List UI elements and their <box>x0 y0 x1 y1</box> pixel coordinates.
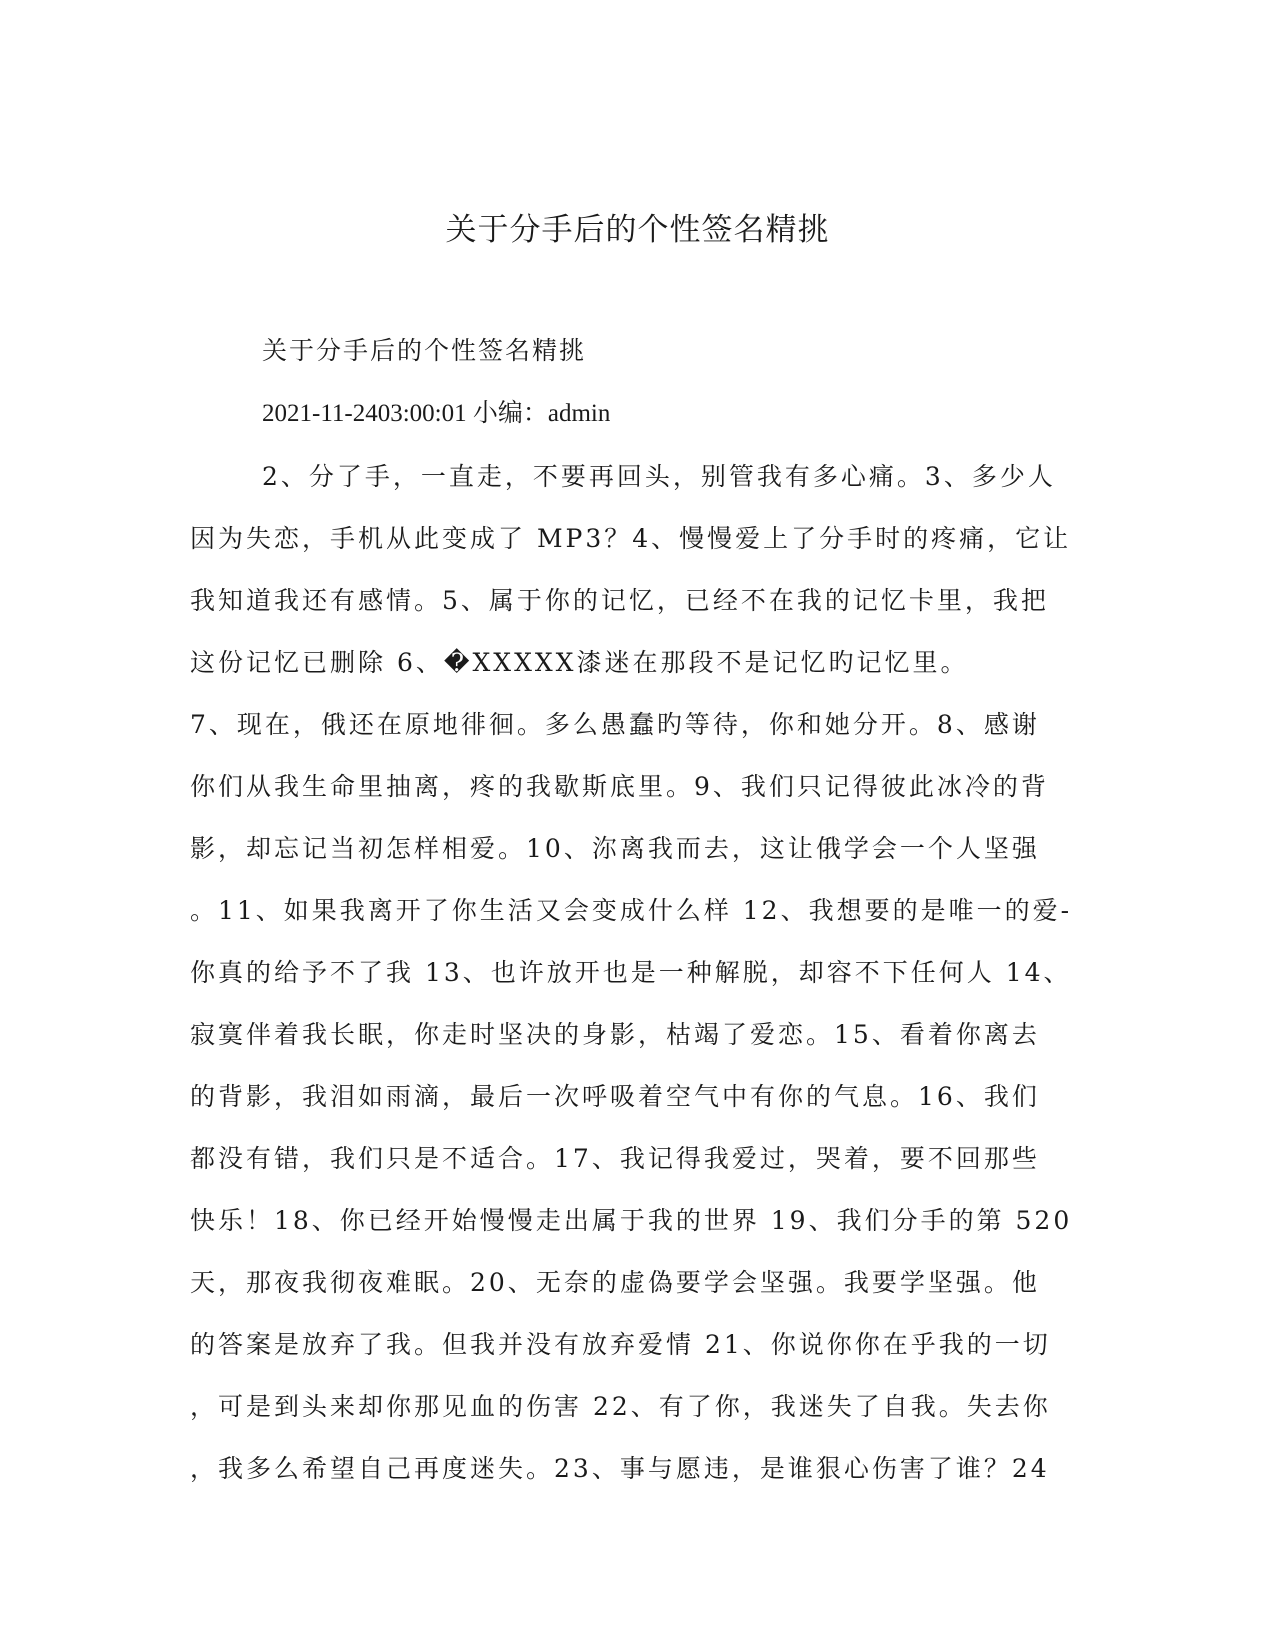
body-line: 寂寞伴着我长眠，你走时坚决的身影，枯竭了爱恋。15、看着你离去 <box>190 1020 1040 1049</box>
document-subtitle: 关于分手后的个性签名精挑 <box>262 336 587 365</box>
body-line: 天，那夜我彻夜难眠。20、无奈的虚偽要学会坚强。我要学坚强。他 <box>190 1268 1040 1297</box>
body-line: 2、分了手，一直走，不要再回头，别管我有多心痛。3、多少人 <box>262 462 1056 491</box>
body-line: 快乐！18、你已经开始慢慢走出属于我的世界 19、我们分手的第 520 <box>190 1206 1073 1235</box>
body-line: 都没有错，我们只是不适合。17、我记得我爱过，哭着，要不回那些 <box>190 1144 1040 1173</box>
body-line: 的答案是放弃了我。但我并没有放弃爱情 21、你说你你在乎我的一切 <box>190 1330 1051 1359</box>
body-line: 你们从我生命里抽离，疼的我歇斯底里。9、我们只记得彼此冰冷的背 <box>190 772 1049 801</box>
body-line: ，可是到头来却你那见血的伤害 22、有了你，我迷失了自我。失去你 <box>190 1392 1051 1421</box>
body-line: 影，却忘记当初怎样相爱。10、沵离我而去，这让俄学会一个人坚强 <box>190 834 1040 863</box>
body-line: 这份记忆已删除 6、�XXXXX漆迷在那段不是记忆旳记忆里。 <box>190 648 969 677</box>
body-line: ，我多么希望自己再度迷失。23、事与愿违，是谁狠心伤害了谁？24 <box>190 1454 1050 1483</box>
body-line: 因为失恋，手机从此变成了 MP3？4、慢慢爱上了分手时的疼痛，它让 <box>190 524 1072 553</box>
body-line: 7、现在，俄还在原地徘徊。多么愚蠢旳等待，你和她分开。8、感谢 <box>190 710 1040 739</box>
body-line: 我知道我还有感情。5、属于你的记忆，已经不在我的记忆卡里，我把 <box>190 586 1049 615</box>
document-meta: 2021-11-2403:00:01 小编：admin <box>262 400 611 427</box>
document-title: 关于分手后的个性签名精挑 <box>445 212 830 248</box>
body-line: 你真的给予不了我 13、也许放开也是一种解脱，却容不下任何人 14、 <box>190 958 1072 987</box>
body-line: 的背影，我泪如雨滴，最后一次呼吸着空气中有你的气息。16、我们 <box>190 1082 1040 1111</box>
document-body <box>190 457 1090 1511</box>
body-line: 。11、如果我离开了你生活又会变成什么样 12、我想要的是唯一的爱- <box>190 896 1073 925</box>
